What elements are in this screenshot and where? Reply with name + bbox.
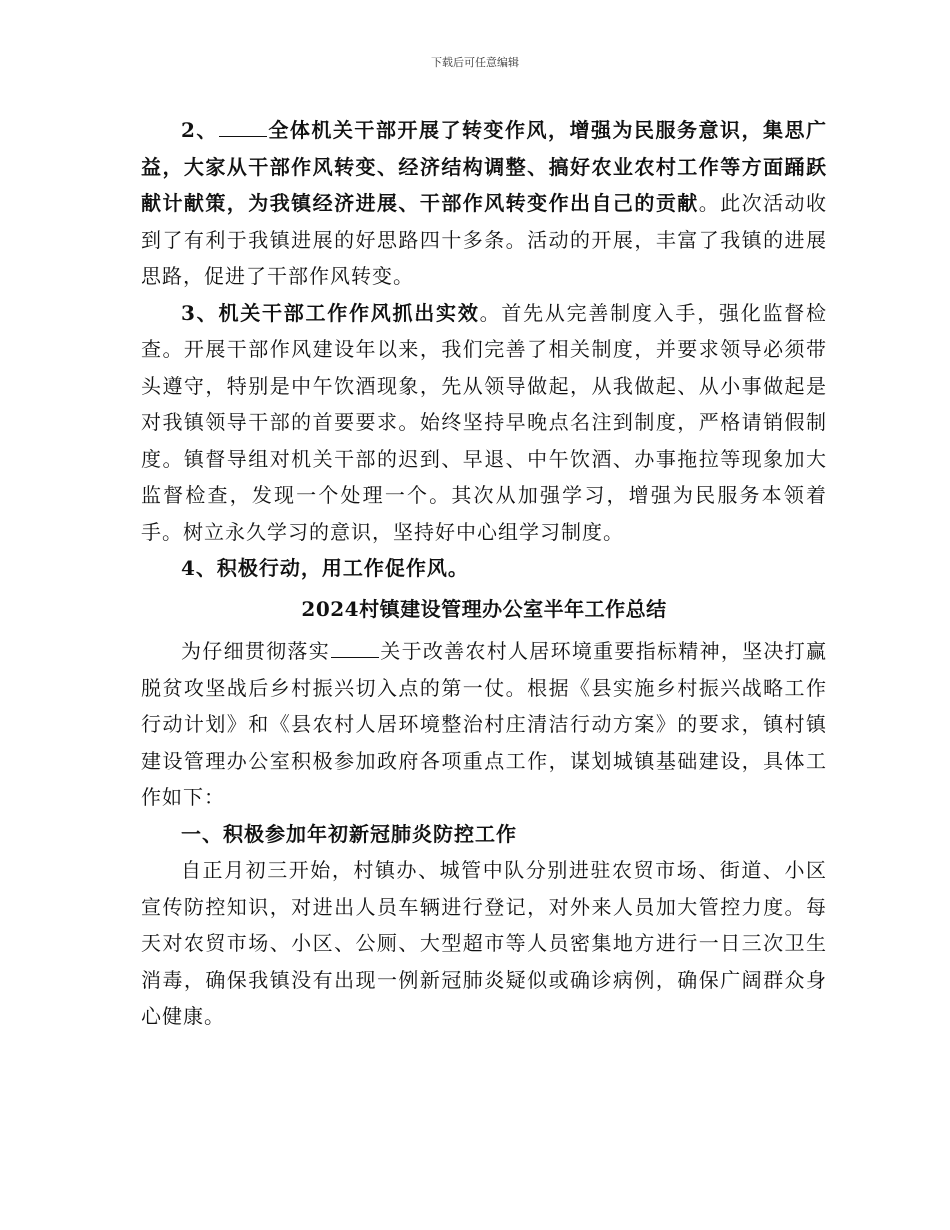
paragraph-item-3 [141, 295, 827, 551]
section-heading-1: 一、积极参加年初新冠肺炎防控工作 [181, 821, 517, 846]
document-body [141, 112, 827, 1035]
blank-underline [219, 115, 267, 137]
page-header-note: 下载后可任意编辑 [431, 56, 519, 69]
section-1-paragraph: 自正月初三开始，村镇办、城管中队分别进驻农贸市场、街道、小区宣传防控知识，对进出人员车辆进行登记，对外来人员加大管控力度。每天对农贸市场、小区、公厕、大型超市等人员密集地方进行一日三次卫生消毒，确保我镇没有出现一例新冠肺炎疑似或确诊病例，确保广阔群众身心健康。 [141, 858, 827, 1028]
item-4-heading: 4、积极行动，用工作促作风。 [181, 556, 469, 580]
item-3-text: 。首先从完善制度入手，强化监督检查。开展干部作风建设年以来，我们完善了相关制度，并要求领导必须带头遵守，特别是中午饮酒现象，先从领导做起，从我做起、从小事做起是对我镇领导干部的首要要求。始终坚持早晚点名注到制度，严格请销假制度。镇督导组对机关干部的迟到、早退、中午饮酒、办事拖拉等现象加大监督检查，发现一个处理一个。其次从加强学习，增强为民服务本领着手。树立永久学习的意识，坚持好中心组学习制度。 [141, 300, 827, 544]
intro-paragraph [141, 633, 827, 816]
item-2-bold-text: 全体机关干部开展了转变作风，增强为民服务意识，集思广益，大家从干部作风转变、经济结构调整、搞好农业农村工作等方面踊跃献计献策，为我镇经济进展、干部作风转变作出自己的贡献 [141, 118, 827, 215]
blank-underline [331, 636, 379, 658]
item-3-heading: 3、机关干部工作作风抓出实效 [181, 300, 480, 325]
intro-text-start: 为仔细贯彻落实 [181, 639, 330, 663]
paragraph-item-4 [141, 550, 827, 587]
document-title: 2024村镇建设管理办公室半年工作总结 [301, 596, 667, 621]
item-number: 2、 [181, 118, 218, 142]
intro-text-rest: 关于改善农村人居环境重要指标精神，坚决打赢脱贫攻坚战后乡村振兴切入点的第一仗。根据《县实施乡村振兴战略工作行动计划》和《县农村人居环境整治村庄清洁行动方案》的要求，镇村镇建设管理办公室积极参加政府各项重点工作，谋划城镇基础建设，具体工作如下： [141, 639, 827, 809]
paragraph-item-2 [141, 112, 827, 295]
item-2-text: 。此次活动收到了有利于我镇进展的好思路四十多条。活动的开展，丰富了我镇的进展思路，促进了干部作风转变。 [141, 191, 828, 288]
